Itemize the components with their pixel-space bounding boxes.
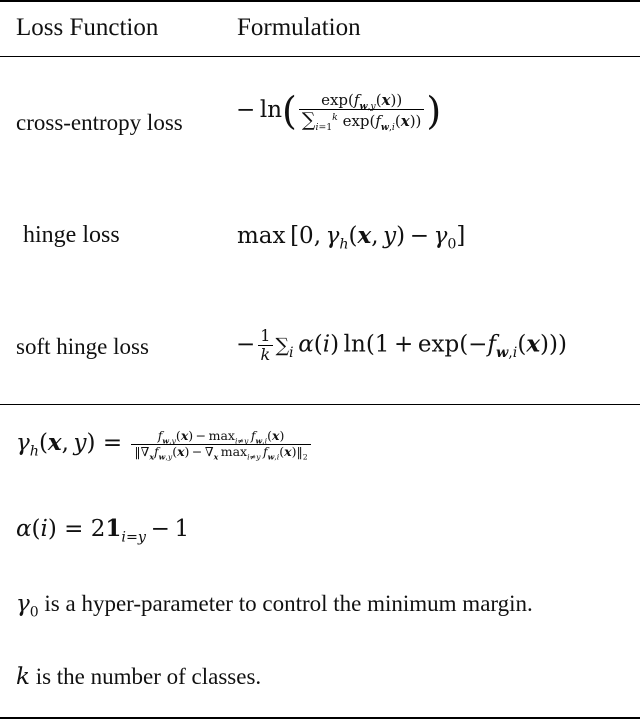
formula-soft-hinge: − $\frac{1}{k}$ $\sum_i$ α(i) $\ln(1 + \exp(-f_{w,i}(x)))$ <box>236 326 567 364</box>
note-k-text: is the number of classes. <box>35 664 262 689</box>
formula-hinge: max [0, $\gamma_h(x$, $y) - \gamma_0$] <box>237 222 466 253</box>
row-label-hinge: hinge loss <box>23 222 120 248</box>
header-loss-function: Loss Function <box>16 14 159 41</box>
note-k: k is the number of classes. <box>16 664 262 690</box>
definition-gamma-h: $\gamma_h(x$, y) = $\frac{f_{w,y}(x) - \max_{i\ne y} f_{w,i}(x)}{‖\nabla_xf_{w,y}(x) - \nabla_x \max_{i\ne y} f_{w,i}(x)‖_2}$ <box>16 430 313 458</box>
header-formulation: Formulation <box>237 14 361 41</box>
note-gamma0: $\gamma_0$ is a hyper-parameter to control the minimum margin. <box>16 591 533 621</box>
section-rule <box>0 404 640 405</box>
row-label-soft-hinge: soft hinge loss <box>16 334 149 359</box>
formula-cross-entropy: − ln( $\frac{\exp(f_{w,y}(x))}{\sum_{i=1}^k \exp(f_{w,i}(x))}$ ) <box>236 89 442 133</box>
header-rule <box>0 56 640 57</box>
note-gamma0-text: is a hyper-parameter to control the minimum margin. <box>44 591 533 616</box>
row-label-cross-entropy: cross-entropy loss <box>16 110 183 135</box>
top-rule <box>0 0 640 2</box>
bottom-rule <box>0 717 640 719</box>
definition-alpha: $\alpha(i) = 21_{i=y} - 1$ <box>16 515 190 546</box>
